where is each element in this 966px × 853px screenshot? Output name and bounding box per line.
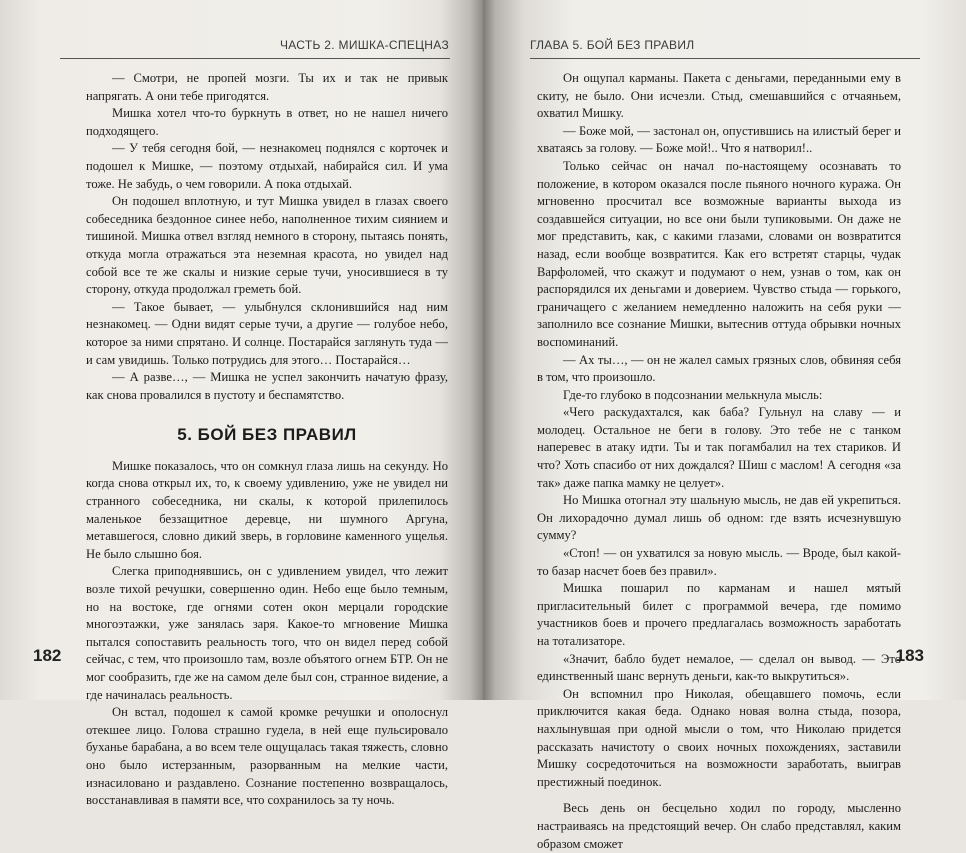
paragraph: «Стоп! — он ухватился за новую мысль. — Вроде, был какой-то базар насчет боев без правил». [537, 546, 901, 578]
paragraph: Слегка приподнявшись, он с удивлением увидел, что лежит возле тихой речушки, совершенно один. Небо еще было темным, но на востоке, где огнями сотен окон мерцали городские многоэтажки, уже занялась заря. Какое-то мгновение Мишка пытался сопоставить реальность того, что он видел перед собой сейчас, с тем, что произошло там, возле объятого огнем БТР. Он не мог сообразить, где же на самом деле был сон, странное видение, а где начиналась реальность. [86, 564, 448, 702]
paragraph: Он подошел вплотную, и тут Мишка увидел в глазах своего собеседника бездонное синее небо, наполненное тихим сиянием и тишиной. Мишка отвел взгляд немного в сторону, пытаясь понять, откуда могла отражаться эта неземная красота, но увидел над собой все те же скалы и низкие серые тучи, уносившиеся в ту сторону, откуда продолжал греметь бой. [86, 194, 448, 297]
header-rule [60, 58, 450, 59]
paragraph: — Ах ты…, — он не жалел самых грязных слов, обвиняя себя в том, что произошло. [537, 352, 901, 385]
page-number: 182 [33, 646, 62, 665]
left-page-text [86, 70, 448, 810]
paragraph: Мишка пошарил по карманам и нашел мятый пригласительный билет с программой вечера, где помимо участников боев и прочего предлагалась возможность заработать на тотализаторе. [537, 581, 901, 648]
header-rule [530, 58, 920, 59]
paragraph: — Такое бывает, — улыбнулся склонившийся над ним незнакомец. — Одни видят серые тучи, а другие — голубое небо, которое за ними спрятано. И солнце. Постарайся заглянуть туда — и сам увидишь. Только потрудись для этого… Постарайся… [86, 299, 448, 367]
paragraph: Он вспомнил про Николая, обещавшего помочь, если приключится какая беда. Однако новая волна стыда, позора, нахлынувшая при одной мысли о том, что Николаю придется рассказать начистоту о своих ночных похождениях, заставили Мишку сосредоточиться на возможности заработать, выиграв престижный поединок. [537, 686, 901, 789]
paragraph: Только сейчас он начал по-настоящему осознавать то положение, в котором оказался после пьяного ночного куража. Он мгновенно просчитал все возможные варианты выхода из создавшейся ситуации, но все они были тупиковыми. Он даже не мог представить, как, с какими глазами, словами он возвратится назад, если вообще возвратится. Как его встретят старцы, чудак Варфоломей, что скажут и подумают о нем, узнав о том, как он распорядился их деньгами и доверием. Чувство стыда — горького, граничащего с желанием немедленно наложить на себя руки — заполнило все сознание Мишки, вытеснив оттуда обрывки ночных воспоминаний. [537, 158, 901, 349]
paragraph: «Чего раскудахтался, как баба? Гульнул на славу — и молодец. Остальное не беги в голову. Это тебе не с танком наперевес в атаку идти. Ты и так погамбалил на тех стариков. И что? Хоть спасибо от них дождался? Шиш с маслом! А сегодня «за так» даже папка мамку не целует». [537, 405, 901, 490]
paragraph: — Смотри, не пропей мозги. Ты их и так не привык напрягать. А они тебе пригодятся. [86, 71, 448, 103]
paragraph: Но Мишка отогнал эту шальную мысль, не дав ей укрепиться. Он лихорадочно думал лишь об одном: где взять исчезнувшую сумму? [537, 493, 901, 543]
right-page [483, 0, 966, 851]
paragraph: Он встал, подошел к самой кромке речушки и ополоснул отекшее лицо. Голова страшно гудела, в ней еще пульсировало буханье барабана, а во всем теле ощущалась такая тяжесть, словно оно было истерзанным, разорванным на мелкие части, изнасиловано и раздавлено. Сознание постепенно возвращалось, восстанавливая в памяти все, что сохранилось за ту ночь. [86, 705, 448, 808]
paragraph: Он ощупал карманы. Пакета с деньгами, переданными ему в скиту, не было. Они исчезли. Стыд, смешавшийся с отчаяньем, охватил Мишку. [537, 71, 901, 121]
paragraph: «Значит, бабло будет немалое, — сделал он вывод. — Это единственный шанс вернуть деньги, как-то выкрутиться». [537, 651, 901, 684]
chapter-title: 5. БОЙ БЕЗ ПРАВИЛ [177, 425, 357, 445]
left-page [0, 0, 483, 808]
paragraph: Весь день он бесцельно ходил по городу, мысленно настраиваясь на предстоящий вечер. Он слабо представлял, каким образом сможет [537, 801, 901, 851]
paragraph: — А разве…, — Мишка не успел закончить начатую фразу, как снова провалился в пустоту и беспамятство. [86, 370, 448, 402]
paragraph: — Боже мой, — застонал он, опустившись на илистый берег и хватаясь за голову. — Боже мой!.. Что я натворил!.. [537, 123, 901, 156]
paragraph: Мишка хотел что-то буркнуть в ответ, но не нашел ничего подходящего. [86, 106, 448, 138]
running-head: ГЛАВА 5. БОЙ БЕЗ ПРАВИЛ [530, 38, 695, 52]
paragraph: Мишке показалось, что он сомкнул глаза лишь на секунду. Но когда снова открыл их, то, к своему удивлению, уже не увидел ни странного собеседника, ни скалы, к которой прилепилось маленькое беззащитное деревце, ни шумного Аргуна, метавшегося, словно дикий зверь, в горловине каменного ущелья. Не было слышно боя. [86, 458, 448, 561]
paragraph: — У тебя сегодня бой, — незнакомец поднялся с корточек и подошел к Мишке, — поэтому отдыхай, набирайся сил. И ума тоже. Не забудь, о чем говорили. А пока отдыхай. [86, 141, 448, 191]
running-head: ЧАСТЬ 2. МИШКА-СПЕЦНАЗ [279, 38, 449, 52]
page-number: 183 [895, 646, 924, 665]
right-page-text [537, 70, 901, 853]
paragraph: Где-то глубоко в подсознании мелькнула мысль: [563, 387, 823, 402]
